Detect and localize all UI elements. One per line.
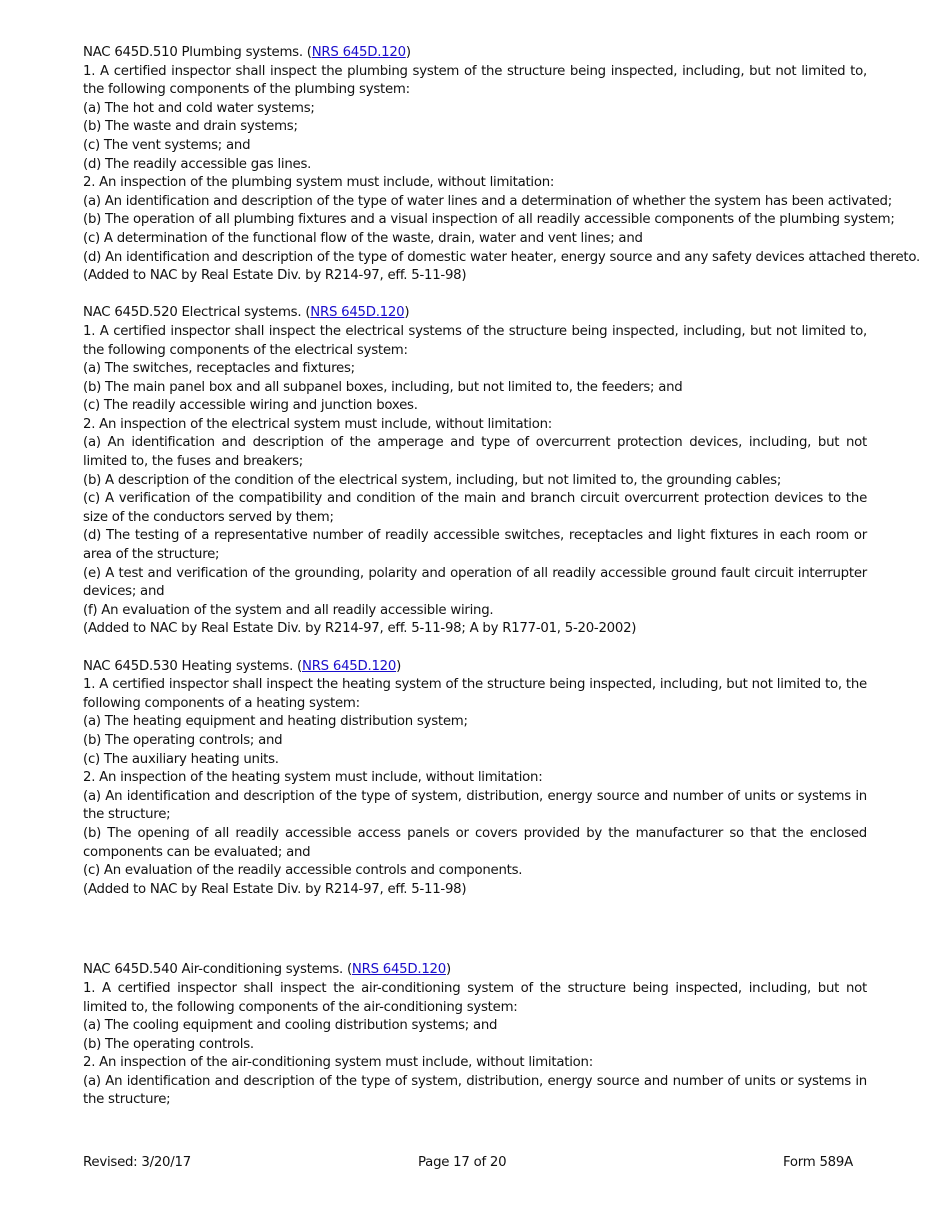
nrs-reference-link[interactable]: NRS 645D.120 [302, 658, 397, 674]
spacer [83, 899, 867, 961]
list-item: (b) The operation of all plumbing fixtures and a visual inspection of all readily accessible components of the plumbing system; [83, 212, 895, 228]
paragraph: 2. An inspection of the electrical system must include, without limitation: [83, 416, 553, 432]
paragraph: 2. An inspection of the plumbing system must include, without limitation: [83, 175, 555, 191]
section-air-conditioning [83, 961, 867, 1110]
paragraph: 1. A certified inspector shall inspect the air-conditioning system of the structure being inspected, including, but not limited to, the following components of the air-conditioning system: [83, 980, 867, 1015]
list-item: (c) An evaluation of the readily accessible controls and components. [83, 863, 523, 879]
list-item: (c) The vent systems; and [83, 137, 251, 153]
list-item: (f) An evaluation of the system and all readily accessible wiring. [83, 602, 494, 618]
list-item: (b) The operating controls. [83, 1036, 254, 1052]
history-note: (Added to NAC by Real Estate Div. by R214-97, eff. 5-11-98) [83, 881, 467, 897]
list-item: (a) The heating equipment and heating distribution system; [83, 714, 468, 730]
nrs-reference-link[interactable]: NRS 645D.120 [310, 305, 405, 321]
paragraph: 2. An inspection of the air-conditioning system must include, without limitation: [83, 1055, 593, 1071]
section-electrical [83, 304, 867, 639]
list-item: (a) The switches, receptacles and fixtures; [83, 361, 355, 377]
section-heading: NAC 645D.520 Electrical systems. (NRS 645D.120) [83, 305, 410, 321]
paragraph: 1. A certified inspector shall inspect the heating system of the structure being inspected, including, but not limited to, the following components of a heating system: [83, 677, 867, 711]
spacer [83, 639, 867, 658]
history-note: (Added to NAC by Real Estate Div. by R214-97, eff. 5-11-98; A by R177-01, 5-20-2002) [83, 621, 637, 637]
list-item: (b) The opening of all readily accessible access panels or covers provided by the manufacturer so that the enclosed components can be evaluated; and [83, 825, 867, 860]
paragraph: 1. A certified inspector shall inspect the electrical systems of the structure being inspected, including, but not limited to, the following components of the electrical system: [83, 323, 867, 358]
page-number: Page 17 of 20 [418, 1155, 507, 1170]
nrs-reference-link[interactable]: NRS 645D.120 [311, 45, 406, 60]
list-item: (a) An identification and description of the type of water lines and a determination of whether the system has been activated; [83, 193, 892, 209]
form-number: Form 589A [783, 1155, 853, 1170]
list-item: (a) The hot and cold water systems; [83, 100, 315, 116]
document-body [83, 44, 920, 1110]
spacer [83, 286, 867, 305]
list-item: (b) A description of the condition of the electrical system, including, but not limited to, the grounding cables; [83, 472, 782, 488]
list-item: (b) The main panel box and all subpanel boxes, including, but not limited to, the feeders; and [83, 379, 683, 395]
list-item: (c) A determination of the functional flow of the waste, drain, water and vent lines; and [83, 230, 643, 246]
history-note: (Added to NAC by Real Estate Div. by R214-97, eff. 5-11-98) [83, 268, 467, 284]
list-item: (c) The auxiliary heating units. [83, 751, 279, 767]
list-item: (d) The readily accessible gas lines. [83, 156, 312, 172]
section-heading: NAC 645D.540 Air-conditioning systems. (NRS 645D.120) [83, 962, 451, 978]
section-heading: NAC 645D.530 Heating systems. (NRS 645D.120) [83, 658, 402, 674]
list-item: (c) A verification of the compatibility and condition of the main and branch circuit overcurrent protection devices to the size of the conductors served by them; [83, 491, 867, 525]
section-heading: NAC 645D.510 Plumbing systems. (NRS 645D.120) [83, 45, 411, 60]
paragraph: 2. An inspection of the heating system must include, without limitation: [83, 770, 543, 786]
list-item: (d) The testing of a representative number of readily accessible switches, receptacles and light fixtures in each room or area of the structure; [83, 528, 867, 563]
section-heating [83, 658, 867, 900]
section-plumbing [83, 44, 920, 286]
list-item: (d) An identification and description of the type of domestic water heater, energy source and any safety devices attached thereto. [83, 249, 920, 265]
list-item: (a) An identification and description of the type of system, distribution, energy source and number of units or systems in the structure; [83, 1073, 867, 1108]
paragraph: 1. A certified inspector shall inspect the plumbing system of the structure being inspected, including, but not limited to, the following components of the plumbing system: [83, 63, 867, 98]
list-item: (b) The waste and drain systems; [83, 119, 298, 135]
nrs-reference-link[interactable]: NRS 645D.120 [351, 962, 446, 978]
list-item: (b) The operating controls; and [83, 732, 283, 748]
list-item: (a) The cooling equipment and cooling distribution systems; and [83, 1018, 498, 1034]
list-item: (e) A test and verification of the grounding, polarity and operation of all readily accessible ground fault circuit interrupter devices; and [83, 565, 867, 600]
list-item: (a) An identification and description of the type of system, distribution, energy source and number of units or systems in the structure; [83, 788, 867, 823]
list-item: (c) The readily accessible wiring and junction boxes. [83, 398, 418, 414]
list-item: (a) An identification and description of the amperage and type of overcurrent protection devices, including, but not limited to, the fuses and breakers; [83, 435, 867, 470]
revised-date: Revised: 3/20/17 [83, 1155, 191, 1170]
